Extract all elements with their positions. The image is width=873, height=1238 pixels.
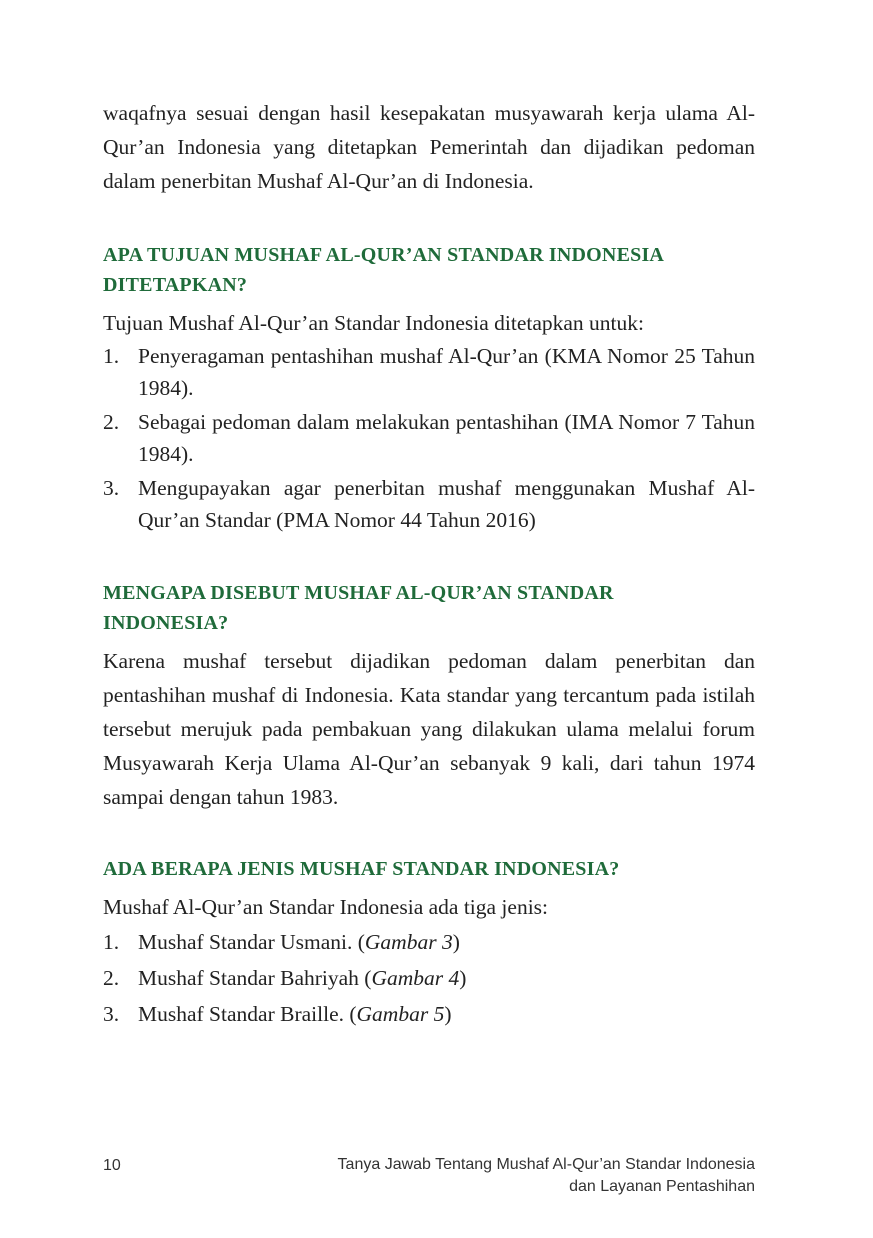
list-item [103,960,755,996]
list-text: Mushaf Standar Bahriyah ( [138,966,372,990]
list-number: 3. [103,1002,120,1026]
list-number: 1. [103,930,120,954]
section-intro: Tujuan Mushaf Al-Qur’an Standar Indonesia ditetapkan untuk: [103,311,644,335]
section-heading-tujuan [103,240,755,300]
list-text: Sebagai pedoman dalam melakukan pentashihan (IMA Nomor 7 Tahun 1984). [138,410,755,466]
list-item [103,406,755,470]
jenis-list [103,924,755,1032]
heading-line: MENGAPA DISEBUT MUSHAF AL-QUR’AN STANDAR [103,582,614,604]
list-text-close: ) [452,930,460,954]
list-text: Mushaf Standar Usmani. ( [138,930,365,954]
list-item [103,924,755,960]
figure-reference: Gambar 3 [364,930,453,954]
list-text-close: ) [444,1002,452,1026]
intro-paragraph: waqafnya sesuai dengan hasil kesepakatan musyawarah kerja ulama Al-Qur’an Indonesia yang ditetapkan Pemerintah dan dijadikan pedoman dalam penerbitan Mushaf Al-Qur’an di Indonesia. [103,101,755,193]
list-item [103,996,755,1032]
list-number: 2. [103,966,120,990]
list-item [103,340,755,404]
list-number: 1. [103,344,120,368]
heading-line: APA TUJUAN MUSHAF AL-QUR’AN STANDAR INDONESIA [103,244,665,266]
page-number: 10 [103,1157,121,1174]
list-number: 3. [103,476,120,500]
section-body: Karena mushaf tersebut dijadikan pedoman dalam penerbitan dan pentashihan mushaf di Indonesia. Kata standar yang tercantum pada istilah tersebut merujuk pada pembakuan yang dilakukan ulama melalui forum Musyawarah Kerja Ulama Al-Qur’an sebanyak 9 kali, dari tahun 1974 sampai dengan tahun 1983. [103,649,755,809]
section-heading-jenis: ADA BERAPA JENIS MUSHAF STANDAR INDONESIA? [103,858,620,880]
list-item [103,472,755,536]
heading-line: INDONESIA? [103,612,229,634]
footer-title-line: dan Layanan Pentashihan [569,1178,755,1195]
tujuan-list [103,340,755,536]
section-heading-mengapa [103,578,755,638]
section-intro: Mushaf Al-Qur’an Standar Indonesia ada tiga jenis: [103,895,549,919]
list-number: 2. [103,410,120,434]
footer-title-line: Tanya Jawab Tentang Mushaf Al-Qur’an Standar Indonesia [337,1156,755,1173]
page-content [103,96,755,1032]
running-footer-title [338,1154,755,1198]
figure-reference: Gambar 4 [371,966,460,990]
list-text: Mushaf Standar Braille. ( [138,1002,357,1026]
heading-line: DITETAPKAN? [103,274,248,296]
list-text: Penyeragaman pentashihan mushaf Al-Qur’an (KMA Nomor 25 Tahun 1984). [138,344,755,400]
figure-reference: Gambar 5 [356,1002,445,1026]
list-text: Mengupayakan agar penerbitan mushaf menggunakan Mushaf Al-Qur’an Standar (PMA Nomor 44 Tahun 2016) [138,476,755,532]
list-text-close: ) [459,966,467,990]
